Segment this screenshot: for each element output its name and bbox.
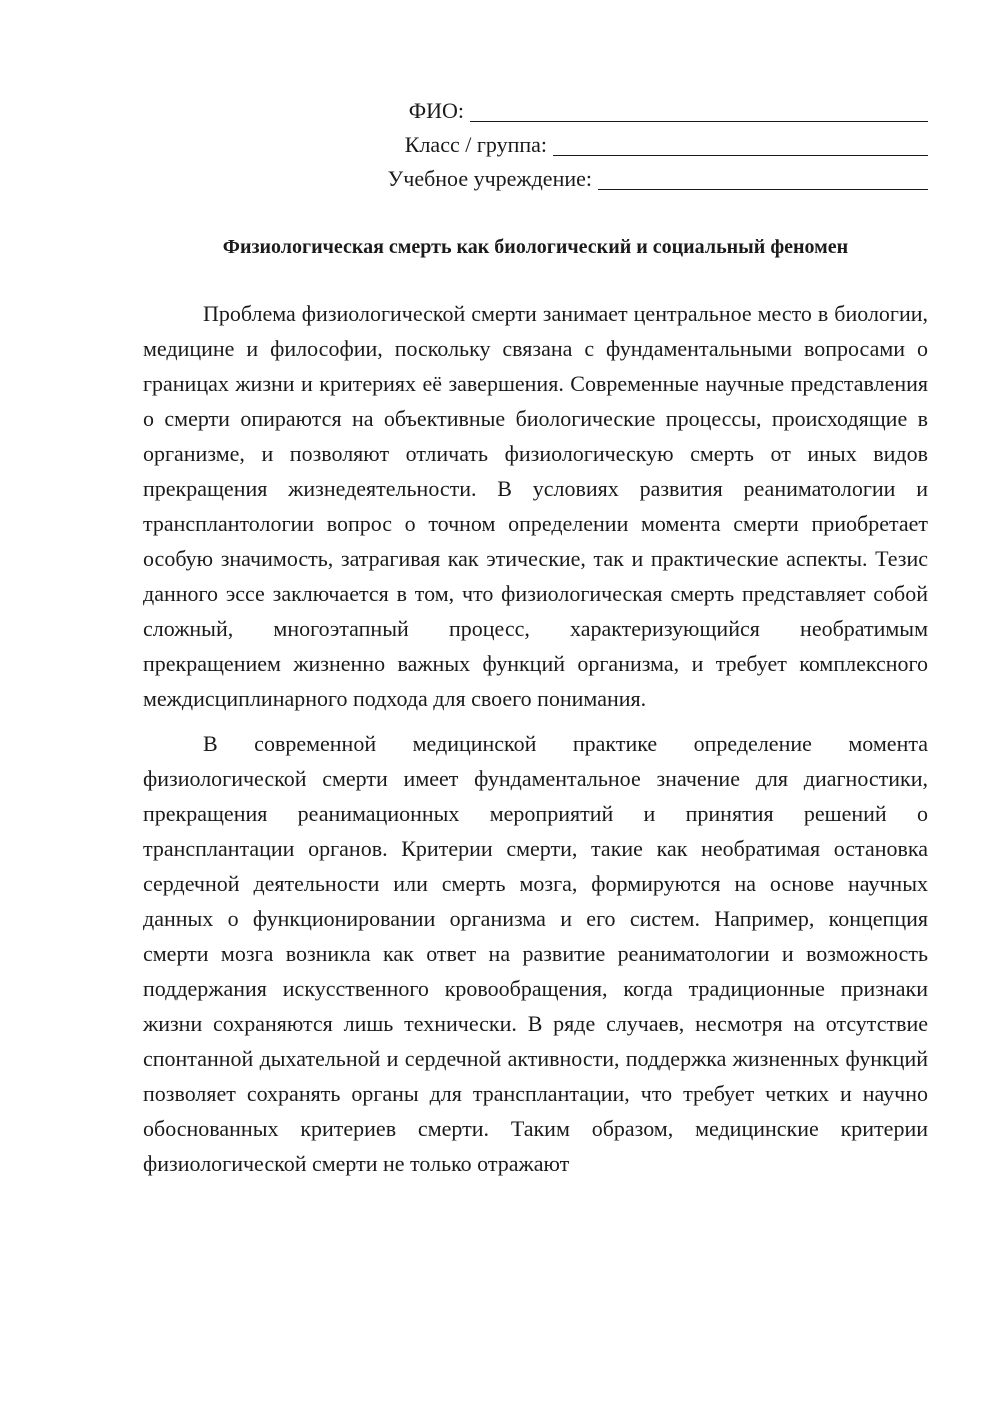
- paragraph-1: Проблема физиологической смерти занимает центральное место в биологии, медицине и философии, поскольку связана с фундаментальными вопросами о границах жизни и критериях её завершения. Современные научные представления о смерти опираются на объективные биологические процессы, происходящие в организме, и позволяют отличать физиологическую смерть от иных видов прекращения жизнедеятельности. В условиях развития реаниматологии и трансплантологии вопрос о точном определении момента смерти приобретает особую значимость, затрагивая как этические, так и практические аспекты. Тезис данного эссе заключается в том, что физиологическая смерть представляет собой сложный, многоэтапный процесс, характеризующийся необратимым прекращением жизненно важных функций организма, и требует комплексного междисциплинарного подхода для своего понимания.: [143, 301, 928, 711]
- fio-label: ФИО:: [408, 98, 464, 123]
- paragraph-2: В современной медицинской практике определение момента физиологической смерти имеет фундаментальное значение для диагностики, прекращения реанимационных мероприятий и принятия решений о трансплантации органов. Критерии смерти, такие как необратимая остановка сердечной деятельности или смерть мозга, формируются на основе научных данных о функционировании организма и его систем. Например, концепция смерти мозга возникла как ответ на развитие реаниматологии и возможность поддержания искусственного кровообращения, когда традиционные признаки жизни сохраняются лишь технически. В ряде случаев, несмотря на отсутствие спонтанной дыхательной и сердечной активности, поддержка жизненных функций позволяет сохранять органы для трансплантации, что требует четких и научно обоснованных критериев смерти. Таким образом, медицинские критерии физиологической смерти не только отражают: [143, 731, 928, 1176]
- institution-field: [143, 162, 928, 196]
- institution-blank-line[interactable]: [598, 165, 928, 190]
- class-field: [143, 128, 928, 162]
- student-info-header: [143, 94, 928, 196]
- fio-blank-line[interactable]: [470, 97, 928, 122]
- essay-title: Физиологическая смерть как биологический и социальный феномен: [222, 236, 849, 258]
- fio-field: [143, 94, 928, 128]
- class-blank-line[interactable]: [553, 131, 928, 156]
- class-label: Класс / группа:: [404, 132, 547, 157]
- institution-label: Учебное учреждение:: [387, 166, 592, 191]
- essay-body: [143, 296, 928, 1191]
